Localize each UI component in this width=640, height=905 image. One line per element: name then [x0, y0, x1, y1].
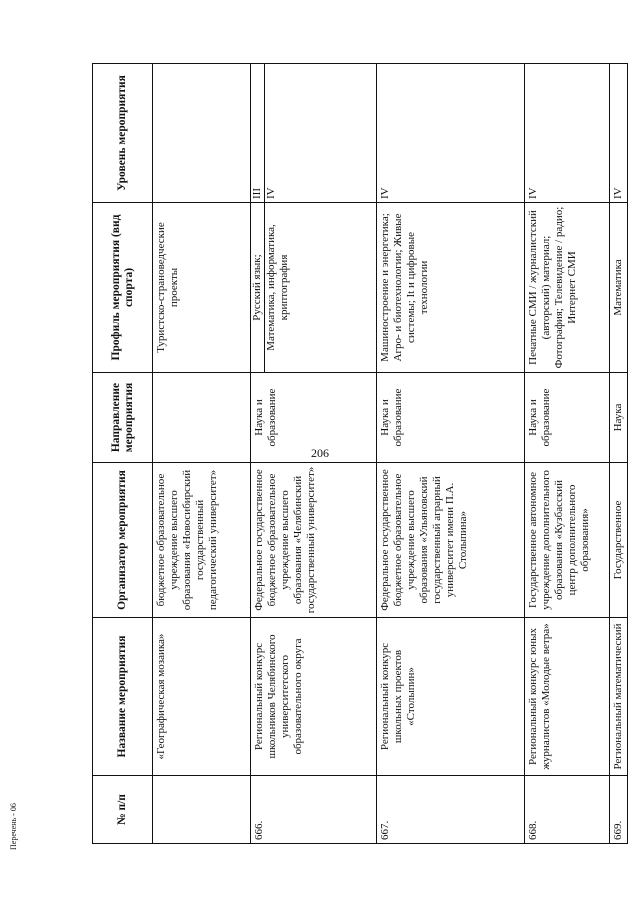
event-name: Региональный конкурс юных журналистов «Молодые ветра»: [525, 618, 610, 776]
rotated-table-container: [92, 64, 624, 844]
row-num: [153, 776, 251, 844]
footer-note: Перечень - 06: [9, 803, 18, 850]
row-num: 669.: [610, 776, 628, 844]
header-organizer: Организатор мероприятия: [93, 463, 153, 618]
profile-cell: [251, 203, 377, 373]
header-direction: Направление мероприятия: [93, 373, 153, 463]
header-name: Название мероприятия: [93, 618, 153, 776]
organizer: бюджетное образовательное учреждение высшего образования «Новосибирский государственный педагогический университет»: [153, 463, 251, 618]
organizer: Государственное: [610, 463, 628, 618]
level: IV: [525, 64, 610, 203]
level-cell: [251, 64, 377, 203]
table-row: [251, 64, 377, 844]
header-profile: Профиль мероприятия (вид спорта): [93, 203, 153, 373]
profile: Машиностроение и энергетика; Агро- и биотехнологии; Живые системы; It и цифровые технологии: [377, 203, 525, 373]
level: IV: [610, 64, 628, 203]
profile: Математика, информатика, криптография: [264, 203, 291, 372]
organizer: Федеральное государственное бюджетное образовательное учреждение высшего образования «Челябинский государственный университет»: [251, 463, 377, 618]
row-num: 667.: [377, 776, 525, 844]
table-row: [525, 64, 610, 844]
level: [153, 64, 251, 203]
profile: Туристско-страноведческие проекты: [153, 203, 251, 373]
profile: Печатные СМИ / журналистский (авторский) материал; Фотография; Телевидение / радио; Интернет СМИ: [525, 203, 610, 373]
table-row: [377, 64, 525, 844]
direction: [153, 373, 251, 463]
header-num: № п/п: [93, 776, 153, 844]
level: III: [251, 188, 263, 199]
profile: Математика: [610, 203, 628, 373]
profile: Русский язык;: [251, 254, 263, 321]
row-num: 666.: [251, 776, 377, 844]
direction: Наука: [610, 373, 628, 463]
organizer: Федеральное государственное бюджетное образовательное учреждение высшего образования «Ульяновский государственный аграрный университет имени П.А. Столыпина»: [377, 463, 525, 618]
row-num: 668.: [525, 776, 610, 844]
level: IV: [264, 64, 278, 202]
event-name: Региональный конкурс школьных проектов «Столыпин»: [377, 618, 525, 776]
direction: Наука и образование: [525, 373, 610, 463]
event-name: Региональный математический: [610, 618, 628, 776]
page-number: 206: [311, 446, 329, 460]
events-table: [92, 63, 628, 844]
table-row: [610, 64, 628, 844]
header-level: Уровень мероприятия: [93, 64, 153, 203]
table-row: [153, 64, 251, 844]
table-header-row: [93, 64, 153, 844]
direction: Наука и образование: [377, 373, 525, 463]
event-name: Региональный конкурс школьников Челябинского университетского образовательного округа: [251, 618, 377, 776]
organizer: Государственное автономное учреждение дополнительного образования «Кузбасский центр дополнительного образования»: [525, 463, 610, 618]
direction: Наука и образование: [251, 373, 377, 463]
level: IV: [377, 64, 525, 203]
event-name: «Географическая мозаика»: [153, 618, 251, 776]
